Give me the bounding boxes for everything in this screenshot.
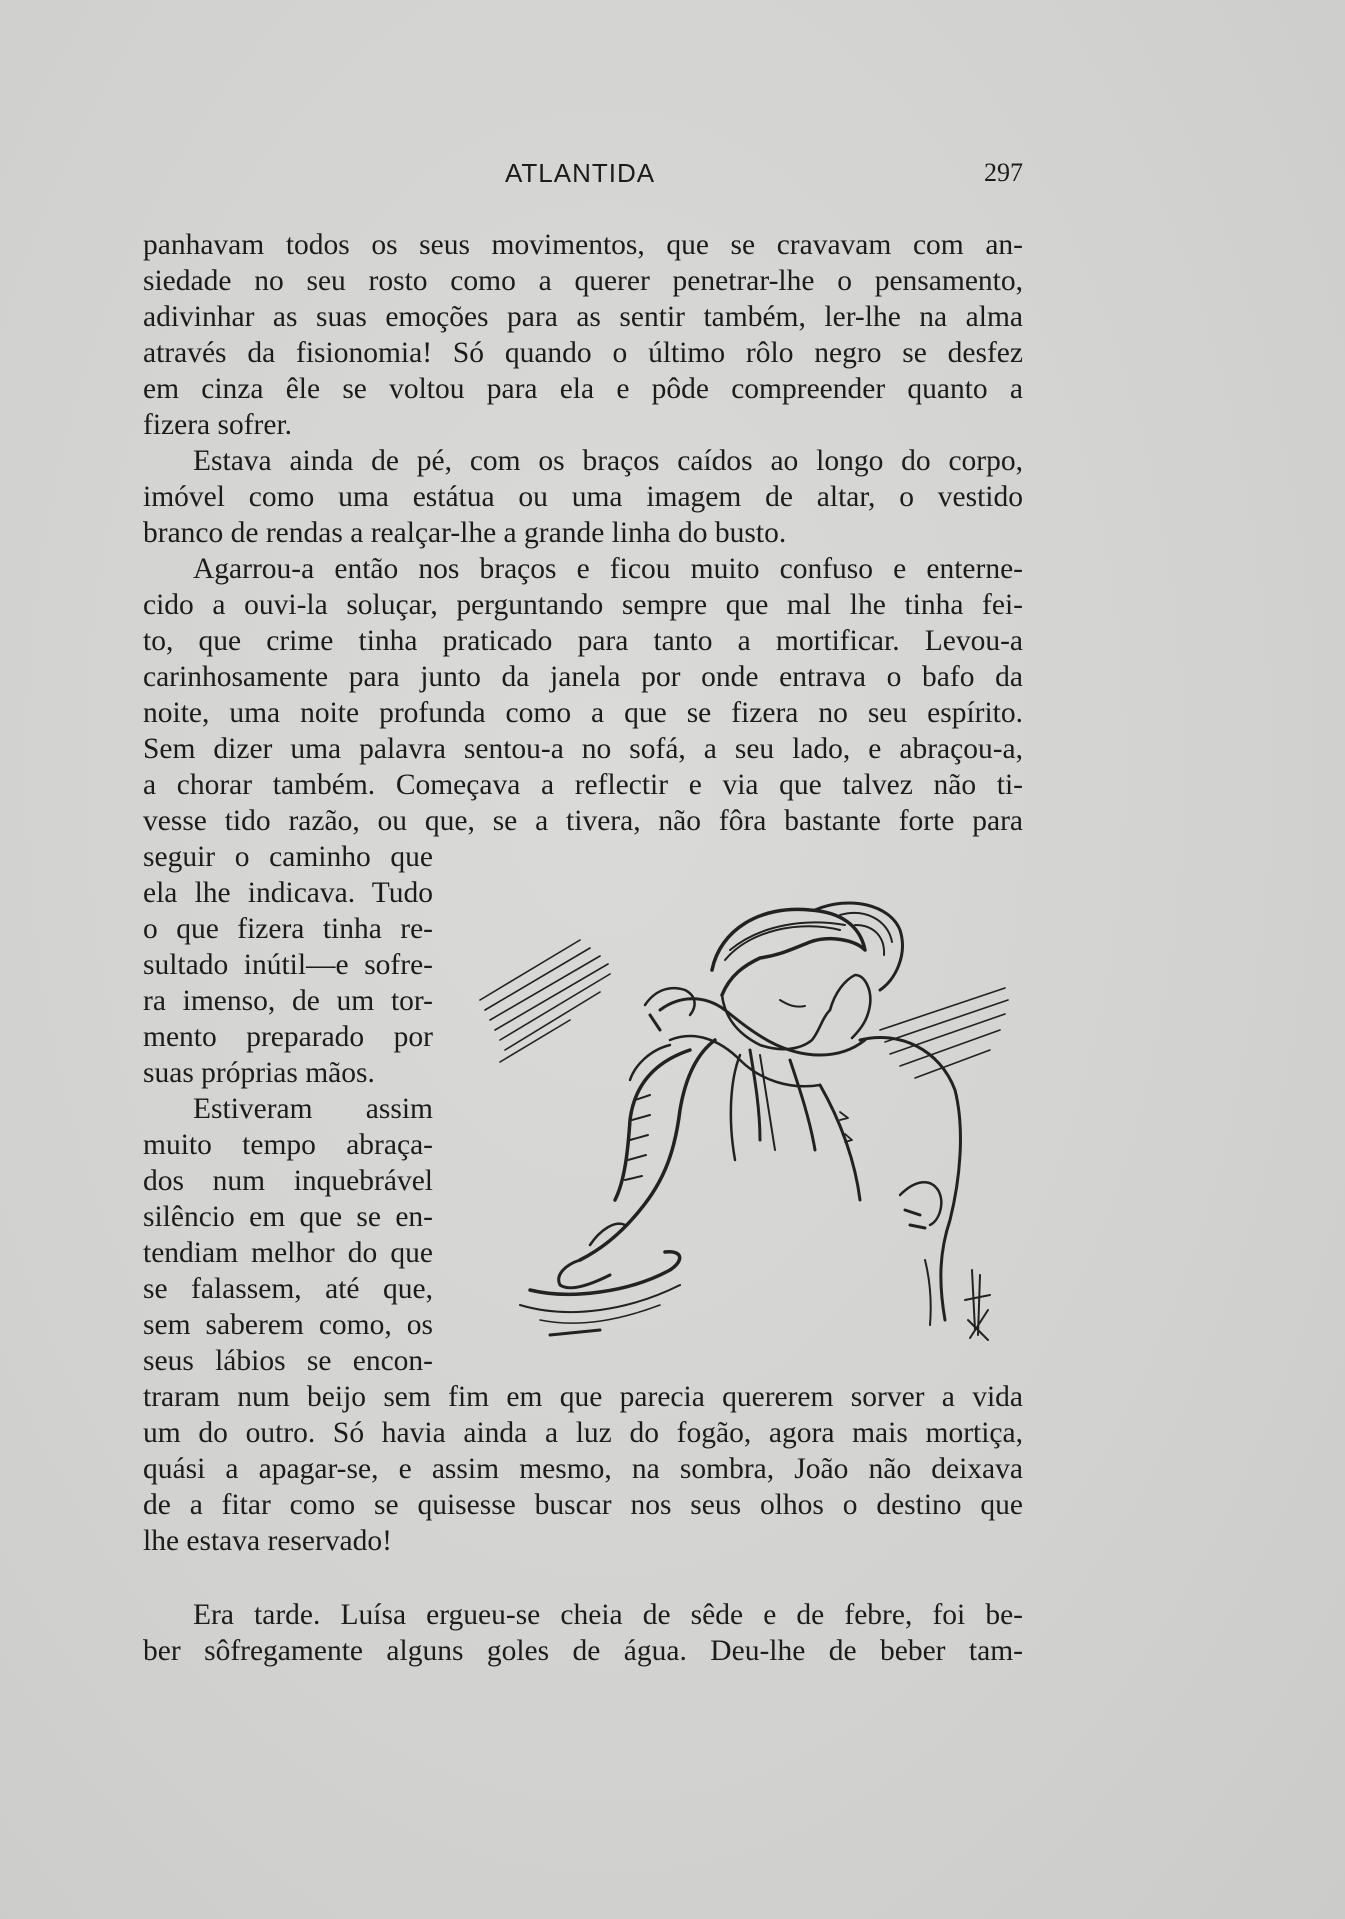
hatching-right [880, 988, 1008, 1078]
text-line: a chorar também. Começava a reflectir e via que talvez não ti- [143, 769, 1023, 801]
text-line: ela lhe indicava. Tudo [143, 877, 433, 909]
text-line: vesse tido razão, ou que, se a tivera, não fôra bastante forte para [143, 805, 1023, 837]
text-line: Era tarde. Luísa ergueu-se cheia de sêde e de febre, foi be- [193, 1599, 1023, 1631]
text-line: sem saberem como, os [143, 1309, 433, 1341]
hatching-left [480, 940, 610, 1062]
text-line: muito tempo abraça- [143, 1129, 433, 1161]
page-number: 297 [984, 158, 1023, 187]
embrace-illustration [460, 880, 1020, 1350]
text-line: Estiveram assim [193, 1093, 433, 1125]
text-line: imóvel como uma estátua ou uma imagem de altar, o vestido [143, 481, 1023, 513]
text-line: fizera sofrer. [143, 409, 293, 441]
artist-monogram [965, 1270, 990, 1340]
text-line: Agarrou-a então nos braços e ficou muito confuso e enterne- [193, 553, 1023, 585]
text-line: quási a apagar-se, e assim mesmo, na sombra, João não deixava [143, 1453, 1023, 1485]
text-line: carinhosamente para junto da janela por onde entrava o bafo da [143, 661, 1023, 693]
text-line: Sem dizer uma palavra sentou-a no sofá, a seu lado, e abraçou-a, [143, 733, 1023, 765]
text-line: suas próprias mãos. [143, 1057, 375, 1089]
page-header [143, 158, 1023, 194]
text-line: mento preparado por [143, 1021, 433, 1053]
text-line: dos num inquebrável [143, 1165, 433, 1197]
text-line: to, que crime tinha praticado para tanto a mortificar. Levou-a [143, 625, 1023, 657]
text-line: tendiam melhor do que [143, 1237, 433, 1269]
text-line: traram num beijo sem fim em que parecia quererem sorver a vida [143, 1381, 1023, 1413]
text-line: de a fitar como se quisesse buscar nos seus olhos o destino que [143, 1489, 1023, 1521]
text-line: seus lábios se encon- [143, 1345, 433, 1377]
text-line: ber sôfregamente alguns goles de água. Deu-lhe de beber tam- [143, 1635, 1023, 1667]
text-line: através da fisionomia! Só quando o último rôlo negro se desfez [143, 337, 1023, 369]
text-line: silêncio em que se en- [143, 1201, 433, 1233]
text-line: panhavam todos os seus movimentos, que se cravavam com an- [143, 229, 1023, 261]
text-line: ra imenso, de um tor- [143, 985, 433, 1017]
text-line: siedade no seu rosto como a querer penetrar-lhe o pensamento, [143, 265, 1023, 297]
text-line: cido a ouvi-la soluçar, perguntando sempre que mal lhe tinha fei- [143, 589, 1023, 621]
running-title: ATLANTIDA [505, 158, 656, 188]
text-line: em cinza êle se voltou para ela e pôde compreender quanto a [143, 373, 1023, 405]
text-line: o que fizera tinha re- [143, 913, 433, 945]
text-line: adivinhar as suas emoções para as sentir também, ler-lhe na alma [143, 301, 1023, 333]
text-line: branco de rendas a realçar-lhe a grande linha do busto. [143, 517, 787, 549]
text-line: lhe estava reservado! [143, 1525, 392, 1557]
text-line: um do outro. Só havia ainda a luz do fogão, agora mais mortiça, [143, 1417, 1023, 1449]
text-line: Estava ainda de pé, com os braços caídos ao longo do corpo, [193, 445, 1023, 477]
text-line: se falassem, até que, [143, 1273, 433, 1305]
text-line: noite, uma noite profunda como a que se fizera no seu espírito. [143, 697, 1023, 729]
text-line: seguir o caminho que [143, 841, 433, 873]
text-line: sultado inútil—e sofre- [143, 949, 433, 981]
